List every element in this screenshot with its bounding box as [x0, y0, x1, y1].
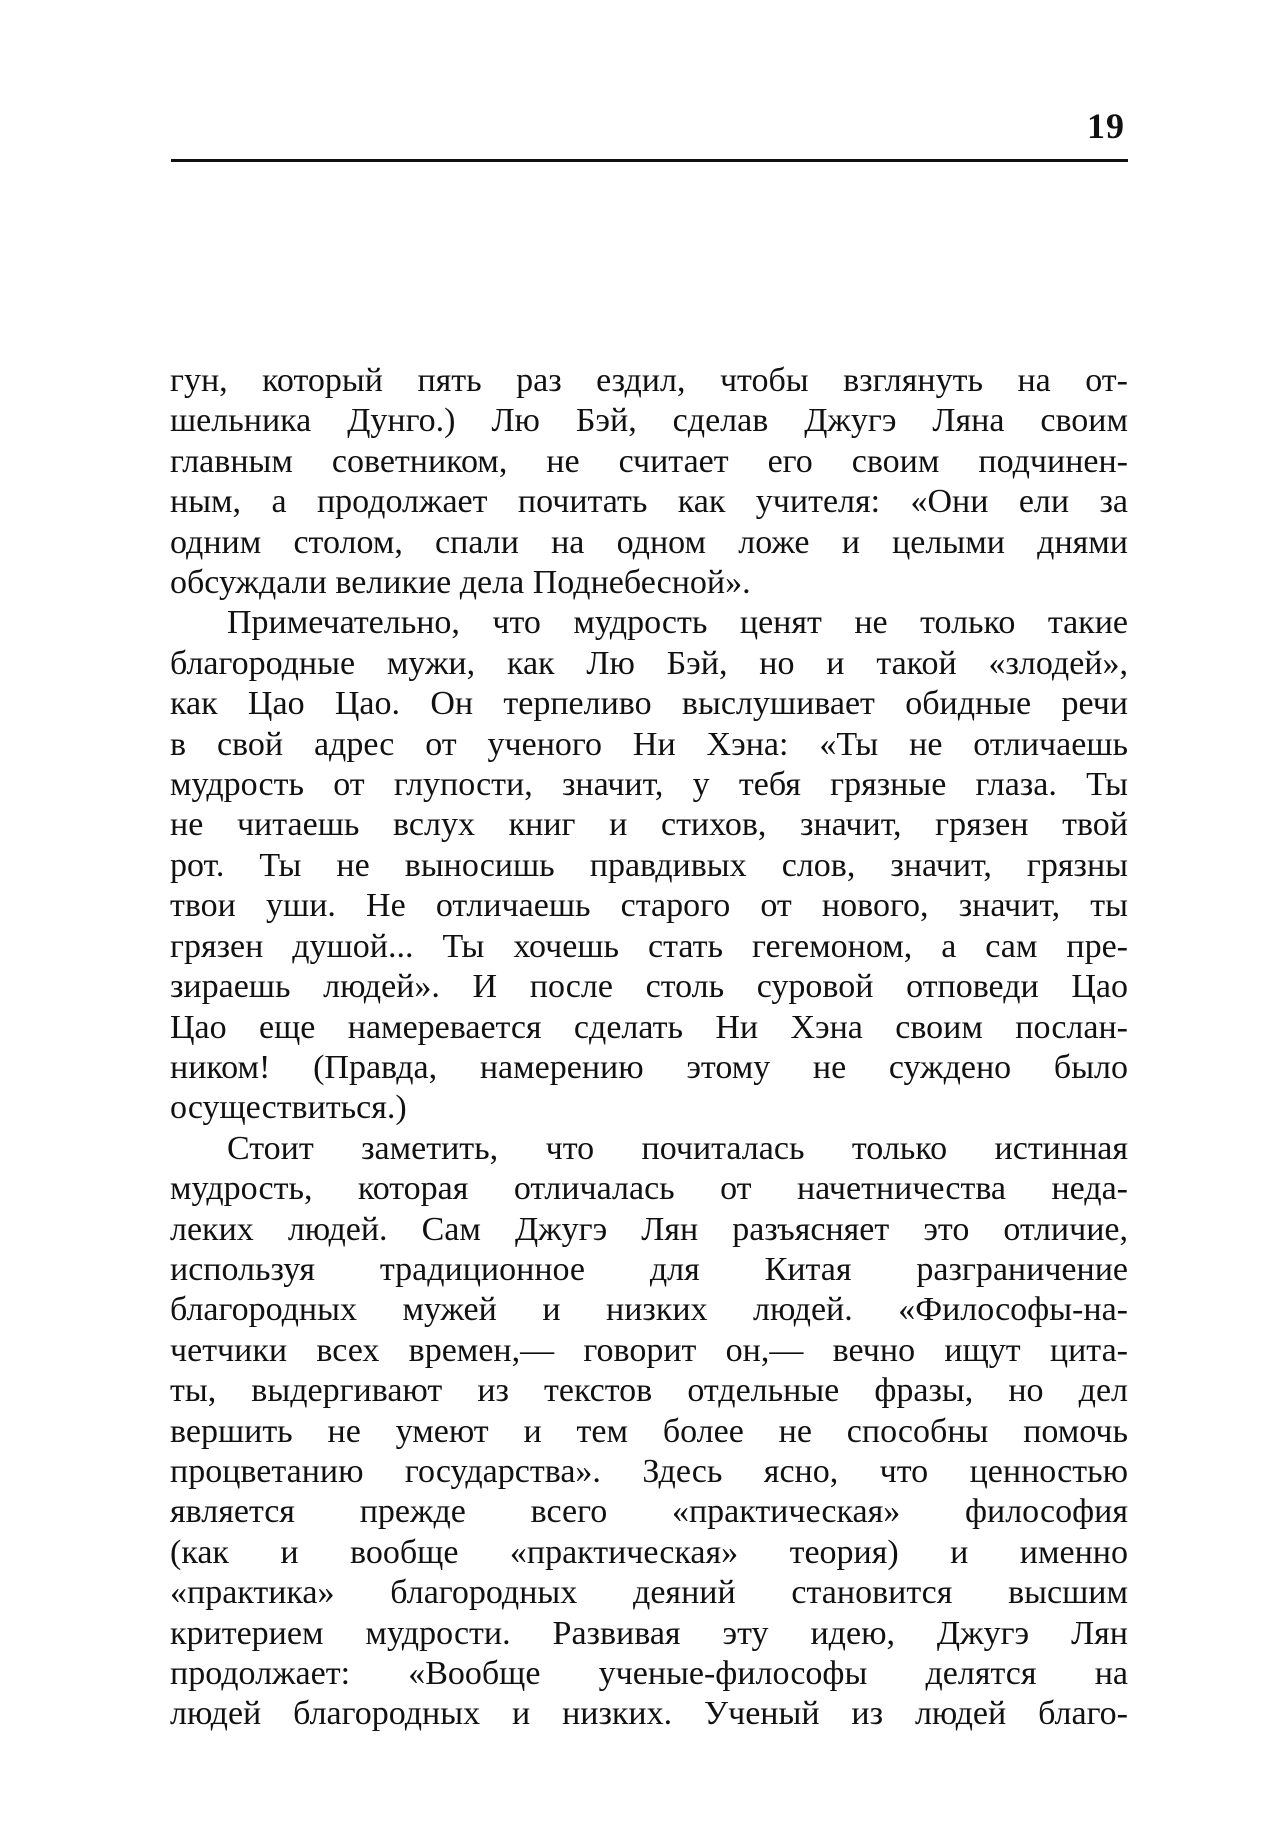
text-line: является прежде всего «практическая» философия [170, 1493, 1128, 1531]
body-text [170, 361, 1128, 1735]
paragraph-2 [170, 603, 1128, 1128]
text-line: «практика» благородных деяний становится высшим [170, 1574, 1128, 1612]
text-line: грязен душой... Ты хочешь стать гегемоном, а сам пре- [170, 927, 1128, 965]
text-line: одним столом, спали на одном ложе и целыми днями [170, 523, 1128, 561]
text-line: Цао еще намеревается сделать Ни Хэна своим послан- [170, 1008, 1128, 1046]
text-line: зираешь людей». И после столь суровой отповеди Цао [170, 968, 1128, 1006]
text-line: ным, а продолжает почитать как учителя: «Они ели за [170, 483, 1128, 521]
text-line: продолжает: «Вообще ученые-философы делятся на [170, 1655, 1128, 1692]
text-line: благородных мужей и низких людей. «Философы-на- [170, 1291, 1128, 1329]
text-line: четчики всех времен,— говорит он,— вечно ищут цита- [170, 1331, 1128, 1369]
text-line: как Цао Цао. Он терпеливо выслушивает обидные речи [170, 685, 1128, 723]
text-line: ты, выдергивают из текстов отдельные фразы, но дел [170, 1372, 1128, 1410]
text-line: гун, который пять раз ездил, чтобы взглянуть на от- [170, 362, 1128, 399]
text-line: обсуждали великие дела Поднебесной». [170, 564, 751, 602]
text-line: мудрость от глупости, значит, у тебя грязные глаза. Ты [170, 766, 1128, 804]
text-line: главным советником, не считает его своим подчинен- [170, 442, 1128, 480]
text-line: Примечательно, что мудрость ценят не только такие [227, 604, 1128, 642]
text-line: осуществиться.) [170, 1089, 407, 1127]
text-line: благородные мужи, как Лю Бэй, но и такой «злодей», [170, 644, 1128, 682]
text-line: в свой адрес от ученого Ни Хэна: «Ты не отличаешь [170, 725, 1128, 763]
header-rule [171, 159, 1128, 162]
paragraph-1 [170, 361, 1128, 603]
text-line: (как и вообще «практическая» теория) и именно [170, 1533, 1128, 1571]
text-line: ником! (Правда, намерению этому не суждено было [170, 1048, 1128, 1086]
page-number: 19 [1087, 106, 1125, 146]
text-line: леких людей. Сам Джугэ Лян разъясняет это отличие, [170, 1210, 1128, 1248]
text-line: рот. Ты не выносишь правдивых слов, значит, грязны [170, 846, 1128, 884]
text-line: Стоит заметить, что почиталась только истинная [227, 1129, 1128, 1167]
text-line: процветанию государства». Здесь ясно, что ценностью [170, 1452, 1128, 1490]
text-line: используя традиционное для Китая разграничение [170, 1250, 1128, 1288]
text-line: вершить не умеют и тем более не способны помочь [170, 1412, 1128, 1450]
text-line: критерием мудрости. Развивая эту идею, Джугэ Лян [170, 1614, 1128, 1652]
text-line: твои уши. Не отличаешь старого от нового, значит, ты [170, 887, 1128, 925]
text-line: шельника Дунго.) Лю Бэй, сделав Джугэ Ляна своим [170, 402, 1128, 440]
text-line: людей благородных и низких. Ученый из людей благо- [170, 1695, 1128, 1733]
text-line: не читаешь вслух книг и стихов, значит, грязен твой [170, 806, 1128, 844]
paragraph-3 [170, 1129, 1128, 1735]
text-line: мудрость, которая отличалась от начетничества неда- [170, 1170, 1128, 1208]
